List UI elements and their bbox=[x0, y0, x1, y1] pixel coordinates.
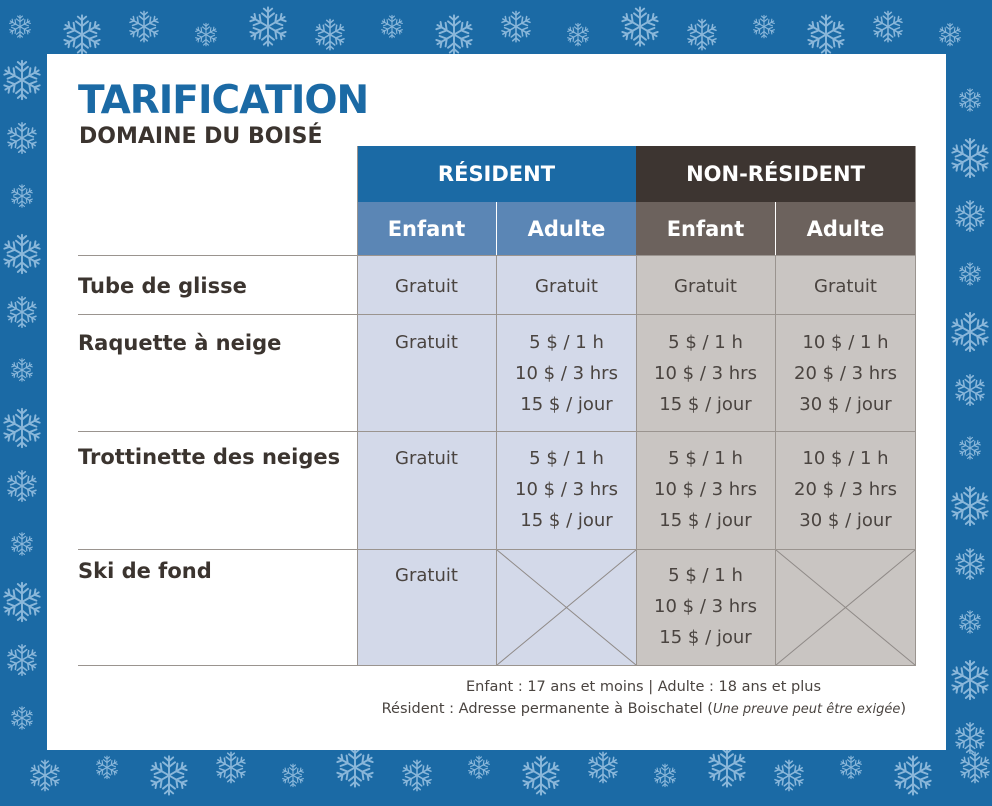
snowflake-icon bbox=[381, 15, 404, 37]
not-available-cross-icon bbox=[497, 550, 636, 665]
snowflake-icon bbox=[773, 760, 804, 790]
snowflake-icon bbox=[11, 533, 34, 555]
snowflake-icon bbox=[954, 375, 985, 405]
snowflake-icon bbox=[707, 748, 746, 786]
snowflake-icon bbox=[434, 15, 473, 53]
snowflake-icon bbox=[959, 437, 982, 459]
snowflake-icon bbox=[6, 645, 37, 675]
snowflake-icon bbox=[939, 23, 962, 45]
price-cell: 5 $ / 1 h 10 $ / 3 hrs 15 $ / jour bbox=[654, 565, 757, 648]
price-cell: Gratuit bbox=[395, 332, 458, 353]
snowflake-icon bbox=[893, 756, 932, 794]
row-label-trottinette: Trottinette des neiges bbox=[78, 445, 341, 469]
price-cell: 10 $ / 1 h 20 $ / 3 hrs 30 $ / jour bbox=[794, 448, 897, 531]
snowflake-icon bbox=[959, 611, 982, 633]
non-resident-adult-header: Adulte bbox=[776, 202, 915, 255]
snowflake-icon bbox=[2, 409, 41, 447]
snowflake-icon bbox=[959, 89, 982, 111]
snowflake-icon bbox=[282, 764, 305, 786]
row-label-tube: Tube de glisse bbox=[78, 274, 247, 298]
snowflake-icon bbox=[2, 235, 41, 273]
footnote-resident: Résident : Adresse permanente à Boischatel (Une preuve peut être exigée) bbox=[381, 701, 906, 717]
snowflake-icon bbox=[840, 756, 863, 778]
snowflake-icon bbox=[959, 752, 990, 782]
non-resident-header: NON-RÉSIDENT bbox=[636, 146, 915, 202]
column-divider bbox=[915, 146, 916, 666]
snowflake-icon bbox=[9, 15, 32, 37]
snowflake-icon bbox=[6, 471, 37, 501]
header-divider bbox=[496, 202, 497, 255]
snowflake-icon bbox=[954, 723, 985, 753]
snowflake-icon bbox=[567, 23, 590, 45]
price-cell: 5 $ / 1 h 10 $ / 3 hrs 15 $ / jour bbox=[654, 448, 757, 531]
snowflake-icon bbox=[654, 764, 677, 786]
price-cell: Gratuit bbox=[395, 276, 458, 297]
snowflake-icon bbox=[335, 748, 374, 786]
page-title: TARIFICATION bbox=[78, 78, 369, 123]
snowflake-icon bbox=[587, 752, 618, 782]
snowflake-icon bbox=[128, 11, 159, 41]
snowflake-icon bbox=[954, 201, 985, 231]
snowflake-icon bbox=[6, 123, 37, 153]
snowflake-icon bbox=[686, 19, 717, 49]
snowflake-icon bbox=[149, 756, 188, 794]
snowflake-icon bbox=[401, 760, 432, 790]
price-cell: Gratuit bbox=[395, 448, 458, 469]
snowflake-icon bbox=[248, 7, 287, 45]
snowflake-icon bbox=[62, 15, 101, 53]
snowflake-icon bbox=[950, 139, 989, 177]
snowflake-icon bbox=[2, 61, 41, 99]
snowflake-icon bbox=[950, 661, 989, 699]
snowflake-icon bbox=[96, 756, 119, 778]
snowflake-icon bbox=[6, 297, 37, 327]
snowflake-icon bbox=[11, 707, 34, 729]
non-resident-child-header: Enfant bbox=[636, 202, 775, 255]
snowflake-icon bbox=[950, 487, 989, 525]
price-cell: Gratuit bbox=[395, 565, 458, 586]
snowflake-icon bbox=[215, 752, 246, 782]
snowflake-icon bbox=[11, 359, 34, 381]
snowflake-icon bbox=[753, 15, 776, 37]
snowflake-icon bbox=[954, 549, 985, 579]
row-label-raquette: Raquette à neige bbox=[78, 331, 282, 355]
snowflake-icon bbox=[500, 11, 531, 41]
footnote-age: Enfant : 17 ans et moins | Adulte : 18 ans et plus bbox=[466, 679, 821, 695]
price-cell: Gratuit bbox=[674, 276, 737, 297]
pricing-card bbox=[47, 54, 946, 750]
snowflake-icon bbox=[872, 11, 903, 41]
snowflake-icon bbox=[620, 7, 659, 45]
header-divider bbox=[775, 202, 776, 255]
row-label-ski: Ski de fond bbox=[78, 559, 212, 583]
snowflake-icon bbox=[29, 760, 60, 790]
snowflake-icon bbox=[959, 263, 982, 285]
price-cell: Gratuit bbox=[535, 276, 598, 297]
snowflake-icon bbox=[195, 23, 218, 45]
snowflake-icon bbox=[2, 583, 41, 621]
page-subtitle: DOMAINE DU BOISÉ bbox=[79, 124, 323, 149]
price-cell: Gratuit bbox=[814, 276, 877, 297]
price-cell: 10 $ / 1 h 20 $ / 3 hrs 30 $ / jour bbox=[794, 332, 897, 415]
resident-adult-header: Adulte bbox=[497, 202, 636, 255]
price-cell: 5 $ / 1 h 10 $ / 3 hrs 15 $ / jour bbox=[654, 332, 757, 415]
snowflake-icon bbox=[950, 313, 989, 351]
resident-child-header: Enfant bbox=[357, 202, 496, 255]
snowflake-icon bbox=[11, 185, 34, 207]
snowflake-icon bbox=[806, 15, 845, 53]
not-available-cross-icon bbox=[776, 550, 915, 665]
snowflake-icon bbox=[314, 19, 345, 49]
snowflake-icon bbox=[468, 756, 491, 778]
price-cell: 5 $ / 1 h 10 $ / 3 hrs 15 $ / jour bbox=[515, 448, 618, 531]
price-cell: 5 $ / 1 h 10 $ / 3 hrs 15 $ / jour bbox=[515, 332, 618, 415]
resident-header: RÉSIDENT bbox=[357, 146, 636, 202]
snowflake-icon bbox=[521, 756, 560, 794]
